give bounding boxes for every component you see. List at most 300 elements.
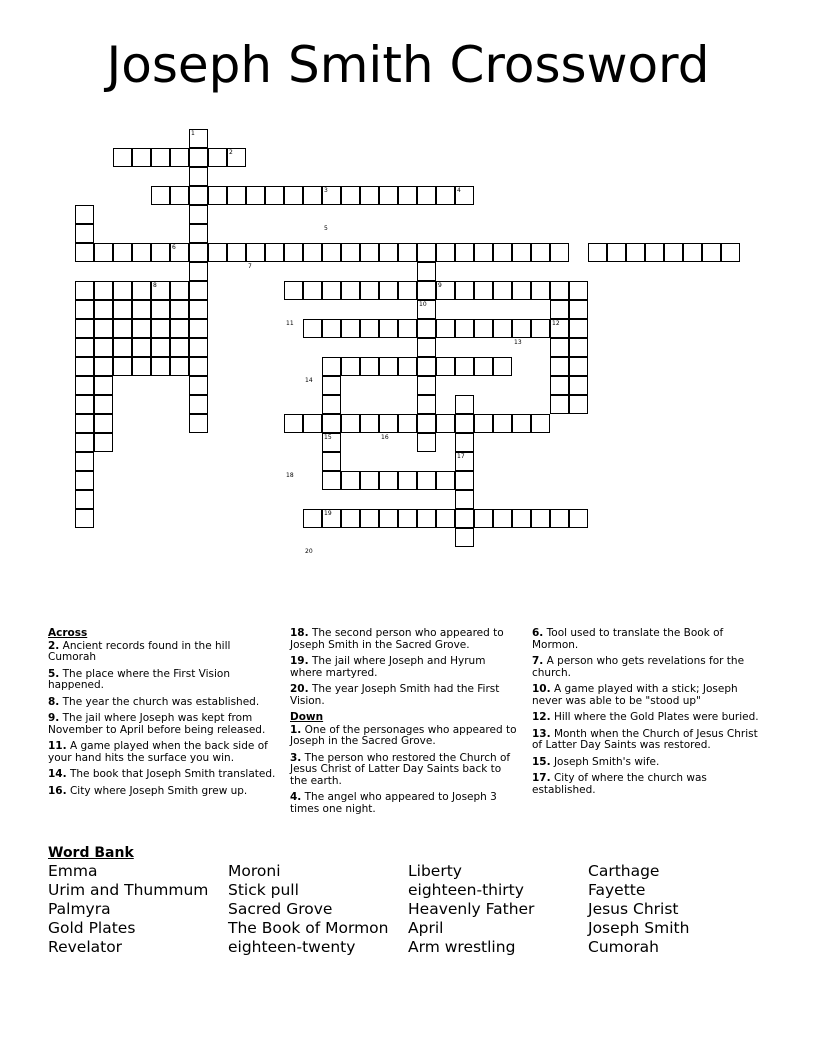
grid-cell[interactable]	[436, 319, 455, 338]
word-bank-entry: The Book of Mormon	[228, 919, 389, 937]
grid-cell[interactable]	[303, 281, 322, 300]
clues-column-2	[290, 628, 518, 820]
word-bank-entry: Jesus Christ	[588, 900, 679, 918]
grid-cell[interactable]	[455, 509, 474, 528]
grid-cell[interactable]	[417, 376, 436, 395]
grid-cell[interactable]	[94, 300, 113, 319]
word-bank-column	[48, 862, 208, 957]
grid-cell[interactable]	[189, 224, 208, 243]
grid-cell[interactable]	[132, 357, 151, 376]
grid-cell[interactable]	[645, 243, 664, 262]
grid-cell[interactable]	[531, 319, 550, 338]
clue-number-label: 20.	[290, 683, 309, 695]
grid-cell[interactable]	[322, 357, 341, 376]
clue-number-label: 4.	[290, 791, 302, 803]
grid-cell[interactable]	[208, 186, 227, 205]
word-bank-column	[588, 862, 689, 957]
grid-cell[interactable]	[360, 186, 379, 205]
clue-number-label: 3.	[290, 751, 302, 764]
across-clue	[48, 669, 276, 692]
grid-cell[interactable]	[151, 357, 170, 376]
grid-cell[interactable]	[284, 414, 303, 433]
grid-cell[interactable]	[360, 319, 379, 338]
grid-cell[interactable]	[322, 243, 341, 262]
grid-cell[interactable]	[265, 243, 284, 262]
grid-cell[interactable]	[550, 243, 569, 262]
grid-cell[interactable]	[303, 186, 322, 205]
down-clue-list	[290, 725, 518, 816]
grid-cell[interactable]	[550, 395, 569, 414]
grid-cell[interactable]	[75, 509, 94, 528]
grid-cell[interactable]	[189, 281, 208, 300]
grid-cell[interactable]	[607, 243, 626, 262]
grid-cell[interactable]	[379, 414, 398, 433]
clue-text: A game played when the back side of your hand hits the surface you win.	[48, 740, 268, 764]
grid-cell[interactable]	[721, 243, 740, 262]
clue-number-label: 7.	[532, 655, 544, 667]
grid-cell[interactable]	[75, 205, 94, 224]
grid-cell[interactable]	[322, 281, 341, 300]
clue-number: 16	[381, 434, 389, 441]
grid-cell[interactable]	[189, 338, 208, 357]
grid-cell[interactable]	[436, 186, 455, 205]
grid-cell[interactable]	[75, 224, 94, 243]
grid-cell[interactable]	[189, 395, 208, 414]
clue-number-label: 2.	[48, 639, 60, 652]
grid-cell[interactable]	[170, 186, 189, 205]
clue-number: 6	[172, 244, 176, 251]
across-clue	[48, 713, 276, 736]
grid-cell[interactable]	[360, 471, 379, 490]
grid-cell[interactable]	[379, 357, 398, 376]
clue-text: Tool used to translate the Book of Mormon.	[532, 627, 724, 651]
grid-cell[interactable]	[75, 319, 94, 338]
grid-cell[interactable]	[569, 300, 588, 319]
word-bank-entry: Urim and Thummum	[48, 881, 209, 899]
word-bank-entry: Emma	[48, 862, 98, 880]
grid-cell[interactable]	[417, 509, 436, 528]
clue-number-label: 16.	[48, 784, 67, 797]
grid-cell[interactable]	[94, 243, 113, 262]
grid-cell[interactable]	[417, 281, 436, 300]
down-clue	[532, 656, 762, 679]
grid-cell[interactable]	[531, 281, 550, 300]
grid-cell[interactable]	[151, 338, 170, 357]
clue-text: The jail where Joseph was kept from November to April before being released.	[48, 712, 266, 736]
grid-cell[interactable]	[360, 357, 379, 376]
grid-cell[interactable]	[94, 281, 113, 300]
across-clue-list	[290, 628, 518, 707]
grid-cell[interactable]	[265, 186, 284, 205]
grid-cell[interactable]	[189, 376, 208, 395]
grid-cell[interactable]	[455, 433, 474, 452]
grid-cell[interactable]	[417, 471, 436, 490]
grid-cell[interactable]	[208, 148, 227, 167]
grid-cell[interactable]	[569, 281, 588, 300]
clue-text: The year Joseph Smith had the First Vision.	[290, 683, 500, 707]
clue-number-label: 1.	[290, 723, 302, 736]
clue-number: 3	[324, 187, 328, 194]
grid-cell[interactable]	[132, 319, 151, 338]
down-clue	[290, 792, 518, 815]
clue-number: 9	[438, 282, 442, 289]
grid-cell[interactable]	[436, 509, 455, 528]
grid-cell[interactable]	[284, 186, 303, 205]
clue-number: 20	[305, 548, 313, 555]
clue-text: A game played with a stick; Joseph never was able to be "stood up"	[532, 683, 738, 707]
across-clue	[290, 628, 518, 651]
grid-cell[interactable]	[455, 414, 474, 433]
word-bank-entry: Palmyra	[48, 900, 111, 918]
grid-cell[interactable]	[132, 281, 151, 300]
down-clue	[532, 628, 762, 651]
clues-column-3	[532, 628, 762, 801]
word-bank-entry: Gold Plates	[48, 919, 136, 937]
grid-cell[interactable]	[75, 338, 94, 357]
word-bank-title: Word Bank	[48, 845, 134, 861]
grid-cell[interactable]	[417, 262, 436, 281]
grid-cell[interactable]	[493, 243, 512, 262]
grid-cell[interactable]	[531, 509, 550, 528]
grid-cell[interactable]	[208, 243, 227, 262]
clue-text: Hill where the Gold Plates were buried.	[550, 711, 759, 723]
grid-cell[interactable]	[455, 471, 474, 490]
grid-cell[interactable]	[189, 167, 208, 186]
clue-text: One of the personages who appeared to Joseph in the Sacred Grove.	[290, 723, 517, 747]
grid-cell[interactable]	[398, 357, 417, 376]
grid-cell[interactable]	[303, 509, 322, 528]
grid-cell[interactable]	[75, 281, 94, 300]
clue-number-label: 12.	[532, 711, 551, 723]
grid-cell[interactable]	[398, 509, 417, 528]
grid-cell[interactable]	[151, 186, 170, 205]
grid-cell[interactable]	[75, 471, 94, 490]
grid-cell[interactable]	[417, 186, 436, 205]
grid-cell[interactable]	[189, 357, 208, 376]
down-clue	[532, 684, 762, 707]
grid-cell[interactable]	[569, 509, 588, 528]
down-clue	[532, 773, 762, 796]
grid-cell[interactable]	[94, 433, 113, 452]
clue-number: 7	[248, 263, 252, 270]
grid-cell[interactable]	[170, 300, 189, 319]
grid-cell[interactable]	[531, 243, 550, 262]
grid-cell[interactable]	[322, 414, 341, 433]
grid-cell[interactable]	[493, 281, 512, 300]
grid-cell[interactable]	[189, 414, 208, 433]
grid-cell[interactable]	[94, 357, 113, 376]
grid-cell[interactable]	[75, 243, 94, 262]
grid-cell[interactable]	[474, 319, 493, 338]
grid-cell[interactable]	[341, 509, 360, 528]
grid-cell[interactable]	[360, 509, 379, 528]
grid-cell[interactable]	[75, 395, 94, 414]
grid-cell[interactable]	[303, 414, 322, 433]
grid-cell[interactable]	[417, 395, 436, 414]
grid-cell[interactable]	[341, 243, 360, 262]
grid-cell[interactable]	[94, 319, 113, 338]
clue-text: Month when the Church of Jesus Christ of Latter Day Saints was restored.	[532, 727, 758, 751]
grid-cell[interactable]	[189, 319, 208, 338]
grid-cell[interactable]	[189, 262, 208, 281]
across-clue	[48, 697, 276, 709]
grid-cell[interactable]	[474, 243, 493, 262]
across-clue	[290, 684, 518, 707]
grid-cell[interactable]	[455, 243, 474, 262]
word-bank-entry: eighteen-twenty	[228, 938, 356, 956]
grid-cell[interactable]	[227, 186, 246, 205]
grid-cell[interactable]	[113, 243, 132, 262]
grid-cell[interactable]	[322, 319, 341, 338]
grid-cell[interactable]	[113, 338, 132, 357]
word-bank-column	[408, 862, 534, 957]
grid-cell[interactable]	[170, 338, 189, 357]
grid-cell[interactable]	[75, 300, 94, 319]
grid-cell[interactable]	[132, 300, 151, 319]
grid-cell[interactable]	[512, 243, 531, 262]
grid-cell[interactable]	[569, 338, 588, 357]
grid-cell[interactable]	[189, 186, 208, 205]
grid-cell[interactable]	[94, 414, 113, 433]
clue-number-label: 10.	[532, 683, 551, 695]
grid-cell[interactable]	[75, 490, 94, 509]
clue-number: 4	[457, 187, 461, 194]
down-clue-list	[532, 628, 762, 796]
clue-number: 2	[229, 149, 233, 156]
clue-number-label: 13.	[532, 727, 551, 740]
word-bank-entry: Carthage	[588, 862, 660, 880]
grid-cell[interactable]	[417, 357, 436, 376]
grid-cell[interactable]	[341, 319, 360, 338]
grid-cell[interactable]	[303, 243, 322, 262]
clue-number: 1	[191, 130, 195, 137]
grid-cell[interactable]	[113, 300, 132, 319]
word-bank-entry: Joseph Smith	[588, 919, 690, 937]
grid-cell[interactable]	[341, 357, 360, 376]
clue-number-label: 19.	[290, 655, 309, 667]
grid-cell[interactable]	[436, 471, 455, 490]
clue-number: 19	[324, 510, 332, 517]
grid-cell[interactable]	[113, 357, 132, 376]
grid-cell[interactable]	[170, 357, 189, 376]
grid-cell[interactable]	[398, 281, 417, 300]
grid-cell[interactable]	[341, 281, 360, 300]
grid-cell[interactable]	[379, 186, 398, 205]
grid-cell[interactable]	[550, 376, 569, 395]
grid-cell[interactable]	[189, 148, 208, 167]
grid-cell[interactable]	[626, 243, 645, 262]
grid-cell[interactable]	[379, 471, 398, 490]
grid-cell[interactable]	[436, 357, 455, 376]
clue-number-label: 17.	[532, 772, 551, 784]
grid-cell[interactable]	[417, 338, 436, 357]
grid-cell[interactable]	[75, 414, 94, 433]
grid-cell[interactable]	[246, 243, 265, 262]
grid-cell[interactable]	[664, 243, 683, 262]
grid-cell[interactable]	[474, 357, 493, 376]
grid-cell[interactable]	[170, 319, 189, 338]
grid-cell[interactable]	[550, 300, 569, 319]
grid-cell[interactable]	[94, 338, 113, 357]
clue-number: 15	[324, 434, 332, 441]
grid-cell[interactable]	[569, 319, 588, 338]
grid-cell[interactable]	[550, 338, 569, 357]
grid-cell[interactable]	[398, 319, 417, 338]
clue-number-label: 6.	[532, 627, 544, 639]
across-clue-list	[48, 641, 276, 798]
word-bank-column	[228, 862, 389, 957]
down-header: Down	[290, 711, 324, 723]
down-clue	[532, 729, 762, 752]
grid-cell[interactable]	[474, 509, 493, 528]
grid-cell[interactable]	[588, 243, 607, 262]
grid-cell[interactable]	[379, 319, 398, 338]
grid-cell[interactable]	[455, 319, 474, 338]
grid-cell[interactable]	[94, 376, 113, 395]
clue-number: 10	[419, 301, 427, 308]
grid-cell[interactable]	[531, 414, 550, 433]
grid-cell[interactable]	[550, 281, 569, 300]
grid-cell[interactable]	[512, 414, 531, 433]
grid-cell[interactable]	[569, 376, 588, 395]
grid-cell[interactable]	[398, 471, 417, 490]
clue-number: 18	[286, 472, 294, 479]
across-clue	[48, 786, 276, 798]
grid-cell[interactable]	[170, 148, 189, 167]
across-clue	[48, 769, 276, 781]
grid-cell[interactable]	[493, 414, 512, 433]
clue-text: The book that Joseph Smith translated.	[66, 768, 276, 780]
grid-cell[interactable]	[75, 357, 94, 376]
grid-cell[interactable]	[398, 243, 417, 262]
clue-number-label: 18.	[290, 627, 309, 639]
grid-cell[interactable]	[569, 395, 588, 414]
grid-cell[interactable]	[398, 186, 417, 205]
grid-cell[interactable]	[455, 528, 474, 547]
grid-cell[interactable]	[683, 243, 702, 262]
grid-cell[interactable]	[360, 281, 379, 300]
page-title: Joseph Smith Crossword	[106, 36, 710, 94]
grid-cell[interactable]	[417, 319, 436, 338]
grid-cell[interactable]	[322, 376, 341, 395]
grid-cell[interactable]	[113, 281, 132, 300]
grid-cell[interactable]	[512, 281, 531, 300]
grid-cell[interactable]	[132, 338, 151, 357]
grid-cell[interactable]	[493, 319, 512, 338]
grid-cell[interactable]	[455, 357, 474, 376]
grid-cell[interactable]	[132, 148, 151, 167]
clue-text: The second person who appeared to Joseph Smith in the Sacred Grove.	[290, 627, 504, 651]
grid-cell[interactable]	[151, 300, 170, 319]
grid-cell[interactable]	[702, 243, 721, 262]
grid-cell[interactable]	[455, 395, 474, 414]
grid-cell[interactable]	[417, 243, 436, 262]
clue-text: Ancient records found in the hill Cumorah	[48, 639, 231, 663]
grid-cell[interactable]	[75, 433, 94, 452]
clue-text: The year the church was established.	[59, 695, 260, 708]
clue-text: The jail where Joseph and Hyrum where martyred.	[290, 655, 486, 679]
grid-cell[interactable]	[227, 243, 246, 262]
grid-cell[interactable]	[436, 243, 455, 262]
grid-cell[interactable]	[550, 357, 569, 376]
clue-text: City of where the church was established.	[532, 772, 707, 796]
word-bank-entry: eighteen-thirty	[408, 881, 524, 899]
grid-cell[interactable]	[474, 281, 493, 300]
clue-number: 11	[286, 320, 294, 327]
down-clue	[532, 712, 762, 724]
down-clue	[532, 757, 762, 769]
grid-cell[interactable]	[246, 186, 265, 205]
grid-cell[interactable]	[132, 243, 151, 262]
grid-cell[interactable]	[455, 490, 474, 509]
grid-cell[interactable]	[113, 148, 132, 167]
grid-cell[interactable]	[151, 243, 170, 262]
word-bank-entry: Revelator	[48, 938, 123, 956]
grid-cell[interactable]	[379, 509, 398, 528]
grid-cell[interactable]	[284, 281, 303, 300]
grid-cell[interactable]	[189, 300, 208, 319]
grid-cell[interactable]	[322, 471, 341, 490]
grid-cell[interactable]	[75, 376, 94, 395]
grid-cell[interactable]	[493, 357, 512, 376]
grid-cell[interactable]	[550, 509, 569, 528]
clue-number: 12	[552, 320, 560, 327]
grid-cell[interactable]	[493, 509, 512, 528]
grid-cell[interactable]	[379, 243, 398, 262]
grid-cell[interactable]	[303, 319, 322, 338]
word-bank-entry: Heavenly Father	[408, 900, 535, 918]
grid-cell[interactable]	[455, 281, 474, 300]
grid-cell[interactable]	[322, 452, 341, 471]
down-clue	[290, 753, 518, 788]
word-bank-entry: Stick pull	[228, 881, 299, 899]
grid-cell[interactable]	[170, 281, 189, 300]
grid-cell[interactable]	[189, 243, 208, 262]
grid-cell[interactable]	[360, 414, 379, 433]
grid-cell[interactable]	[379, 281, 398, 300]
grid-cell[interactable]	[341, 186, 360, 205]
grid-cell[interactable]	[398, 414, 417, 433]
clue-number: 13	[514, 339, 522, 346]
grid-cell[interactable]	[512, 509, 531, 528]
grid-cell[interactable]	[417, 414, 436, 433]
grid-cell[interactable]	[341, 471, 360, 490]
grid-cell[interactable]	[360, 243, 379, 262]
clue-text: The person who restored the Church of Jesus Christ of Latter Day Saints back to the earth.	[290, 751, 511, 787]
grid-cell[interactable]	[94, 395, 113, 414]
grid-cell[interactable]	[417, 433, 436, 452]
across-clue	[48, 641, 276, 664]
grid-cell[interactable]	[151, 319, 170, 338]
word-bank-entry: Cumorah	[588, 938, 659, 956]
grid-cell[interactable]	[284, 243, 303, 262]
grid-cell[interactable]	[151, 148, 170, 167]
grid-cell[interactable]	[436, 414, 455, 433]
grid-cell[interactable]	[512, 319, 531, 338]
grid-cell[interactable]	[341, 414, 360, 433]
grid-cell[interactable]	[75, 452, 94, 471]
grid-cell[interactable]	[474, 414, 493, 433]
grid-cell[interactable]	[189, 205, 208, 224]
grid-cell[interactable]	[569, 357, 588, 376]
grid-cell[interactable]	[322, 395, 341, 414]
word-bank-entry: Moroni	[228, 862, 281, 880]
clue-number: 14	[305, 377, 313, 384]
grid-cell[interactable]	[113, 319, 132, 338]
clue-number-label: 8.	[48, 695, 60, 708]
word-bank-entry: Sacred Grove	[228, 900, 333, 918]
clue-number-label: 15.	[532, 755, 551, 768]
